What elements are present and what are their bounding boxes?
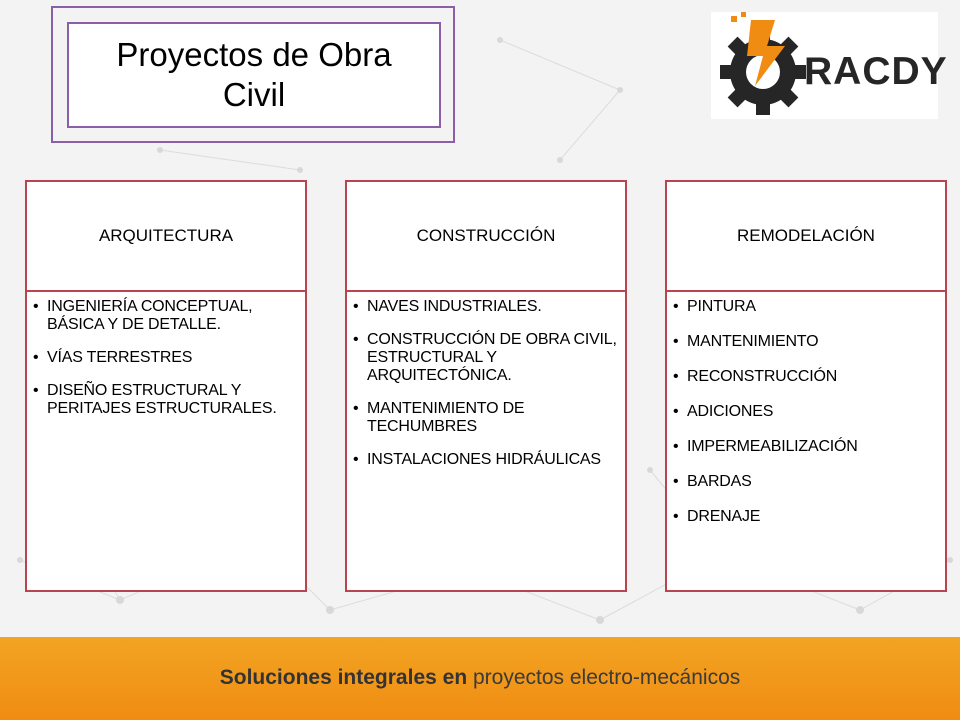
- page-title: Proyectos de Obra Civil: [116, 36, 392, 113]
- list-item: • NAVES INDUSTRIALES.: [353, 298, 619, 316]
- footer-tagline-bold: Soluciones integrales en: [219, 665, 468, 689]
- list-item: • BARDAS: [673, 473, 939, 491]
- list-item: • DISEÑO ESTRUCTURAL Y PERITAJES ESTRUCTURALES.: [33, 382, 299, 418]
- column-heading: CONSTRUCCIÓN: [345, 180, 627, 292]
- list-item: • MANTENIMIENTO DE TECHUMBRES: [353, 400, 619, 436]
- bullet-list: [353, 298, 619, 469]
- list-item: • CONSTRUCCIÓN DE OBRA CIVIL, ESTRUCTURAL Y ARQUITECTÓNICA.: [353, 331, 619, 385]
- list-item: • MANTENIMIENTO: [673, 333, 939, 351]
- list-item: • PINTURA: [673, 298, 939, 316]
- bullet-list: [673, 298, 939, 526]
- column-remodelacion: [665, 180, 947, 592]
- list-item: • INSTALACIONES HIDRÁULICAS: [353, 451, 619, 469]
- list-item: • RECONSTRUCCIÓN: [673, 368, 939, 386]
- column-list-box: [665, 290, 947, 592]
- footer-banner: [0, 637, 960, 720]
- list-item: • INGENIERÍA CONCEPTUAL, BÁSICA Y DE DETALLE.: [33, 298, 299, 334]
- column-arquitectura: [25, 180, 307, 592]
- column-list-box: [25, 290, 307, 592]
- footer-tagline: [220, 666, 741, 690]
- footer-tagline-rest: proyectos electro-mecánicos: [472, 665, 741, 689]
- column-heading: REMODELACIÓN: [665, 180, 947, 292]
- bullet-list: [33, 298, 299, 418]
- list-item: • DRENAJE: [673, 508, 939, 526]
- list-item: • VÍAS TERRESTRES: [33, 349, 299, 367]
- list-item: • IMPERMEABILIZACIÓN: [673, 438, 939, 456]
- column-heading: ARQUITECTURA: [25, 180, 307, 292]
- list-item: • ADICIONES: [673, 403, 939, 421]
- column-construccion: [345, 180, 627, 592]
- racdy-logo: [711, 12, 948, 119]
- logo-text: RACDY: [804, 50, 948, 93]
- title-box: [67, 22, 441, 128]
- column-list-box: [345, 290, 627, 592]
